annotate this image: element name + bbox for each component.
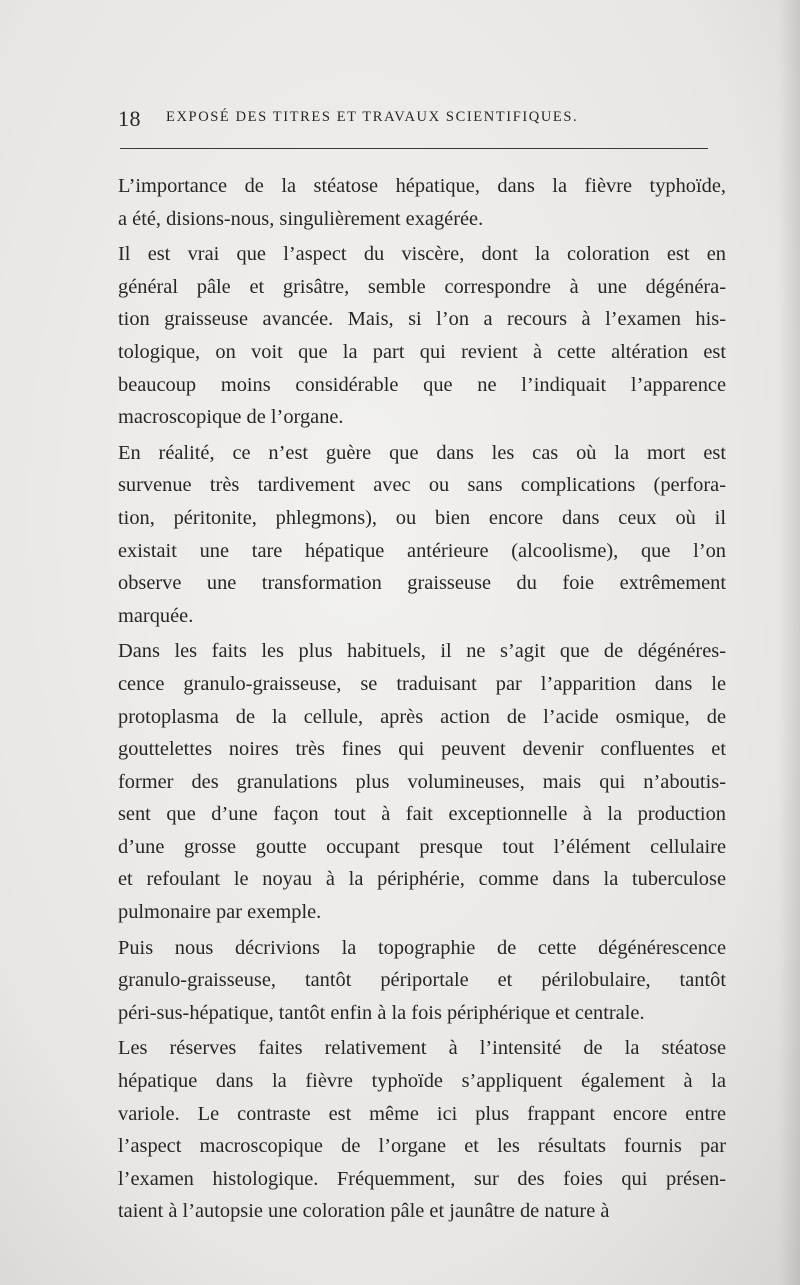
running-head: EXPOSÉ DES TITRES ET TRAVAUX SCIENTIFIQUES. xyxy=(166,109,579,125)
paragraph xyxy=(118,437,726,633)
text-line: variole. Le contraste est même ici plus frappant encore entre xyxy=(118,1102,726,1125)
text-line: tion, péritonite, phlegmons), ou bien encore dans ceux où il xyxy=(118,506,726,529)
text-line: péri-sus-hépatique, tantôt enfin à la fois périphérique et centrale. xyxy=(118,1001,645,1024)
text-line: hépatique dans la fièvre typhoïde s’appliquent également à la xyxy=(118,1070,726,1093)
paragraph xyxy=(118,170,726,235)
text-line: d’une grosse goutte occupant presque tout l’élément cellulaire xyxy=(118,835,726,858)
body-text xyxy=(118,170,726,1231)
text-line: général pâle et grisâtre, semble correspondre à une dégénéra- xyxy=(118,275,726,298)
text-line: gouttelettes noires très fines qui peuvent devenir confluentes et xyxy=(118,738,726,761)
page-header xyxy=(118,106,720,130)
paragraph xyxy=(118,238,726,434)
text-line: taient à l’autopsie une coloration pâle et jaunâtre de nature à xyxy=(118,1200,610,1223)
text-line: tologique, on voit que la part qui revient à cette altération est xyxy=(118,340,726,363)
header-rule xyxy=(120,148,708,149)
text-line: Il est vrai que l’aspect du viscère, dont la coloration est en xyxy=(118,243,726,266)
text-line: l’examen histologique. Fréquemment, sur des foies qui présen- xyxy=(118,1167,726,1190)
text-line: marquée. xyxy=(118,604,194,627)
text-line: Dans les faits les plus habituels, il ne s’agit que de dégénéres- xyxy=(118,640,726,663)
text-line: tion graisseuse avancée. Mais, si l’on a recours à l’examen his- xyxy=(118,308,726,331)
text-line: protoplasma de la cellule, après action de l’acide osmique, de xyxy=(118,705,726,728)
text-line: a été, disions-nous, singulièrement exagérée. xyxy=(118,207,484,230)
text-line: et refoulant le noyau à la périphérie, comme dans la tuberculose xyxy=(118,868,726,891)
paragraph xyxy=(118,932,726,1030)
page-edge-shadow xyxy=(778,0,800,1285)
paragraph xyxy=(118,635,726,928)
paragraph xyxy=(118,1032,726,1228)
text-line: cence granulo-graisseuse, se traduisant par l’apparition dans le xyxy=(118,672,726,695)
text-line: former des granulations plus volumineuses, mais qui n’aboutis- xyxy=(118,770,726,793)
text-line: l’aspect macroscopique de l’organe et les résultats fournis par xyxy=(118,1135,726,1158)
text-line: Les réserves faites relativement à l’intensité de la stéatose xyxy=(118,1037,726,1060)
text-line: observe une transformation graisseuse du foie extrêmement xyxy=(118,572,726,595)
text-line: sent que d’une façon tout à fait exceptionnelle à la production xyxy=(118,803,726,826)
text-line: beaucoup moins considérable que ne l’indiquait l’apparence xyxy=(118,373,726,396)
text-line: existait une tare hépatique antérieure (alcoolisme), que l’on xyxy=(118,539,726,562)
page-number: 18 xyxy=(118,106,141,131)
text-line: En réalité, ce n’est guère que dans les cas où la mort est xyxy=(118,441,726,464)
text-line: granulo-graisseuse, tantôt périportale et périlobulaire, tantôt xyxy=(118,969,726,992)
text-line: Puis nous décrivions la topographie de cette dégénérescence xyxy=(118,936,726,959)
text-line: L’importance de la stéatose hépatique, dans la fièvre typhoïde, xyxy=(118,175,726,197)
text-line: macroscopique de l’organe. xyxy=(118,406,344,429)
text-line: pulmonaire par exemple. xyxy=(118,901,322,924)
text-line: survenue très tardivement avec ou sans complications (perfora- xyxy=(118,474,726,497)
